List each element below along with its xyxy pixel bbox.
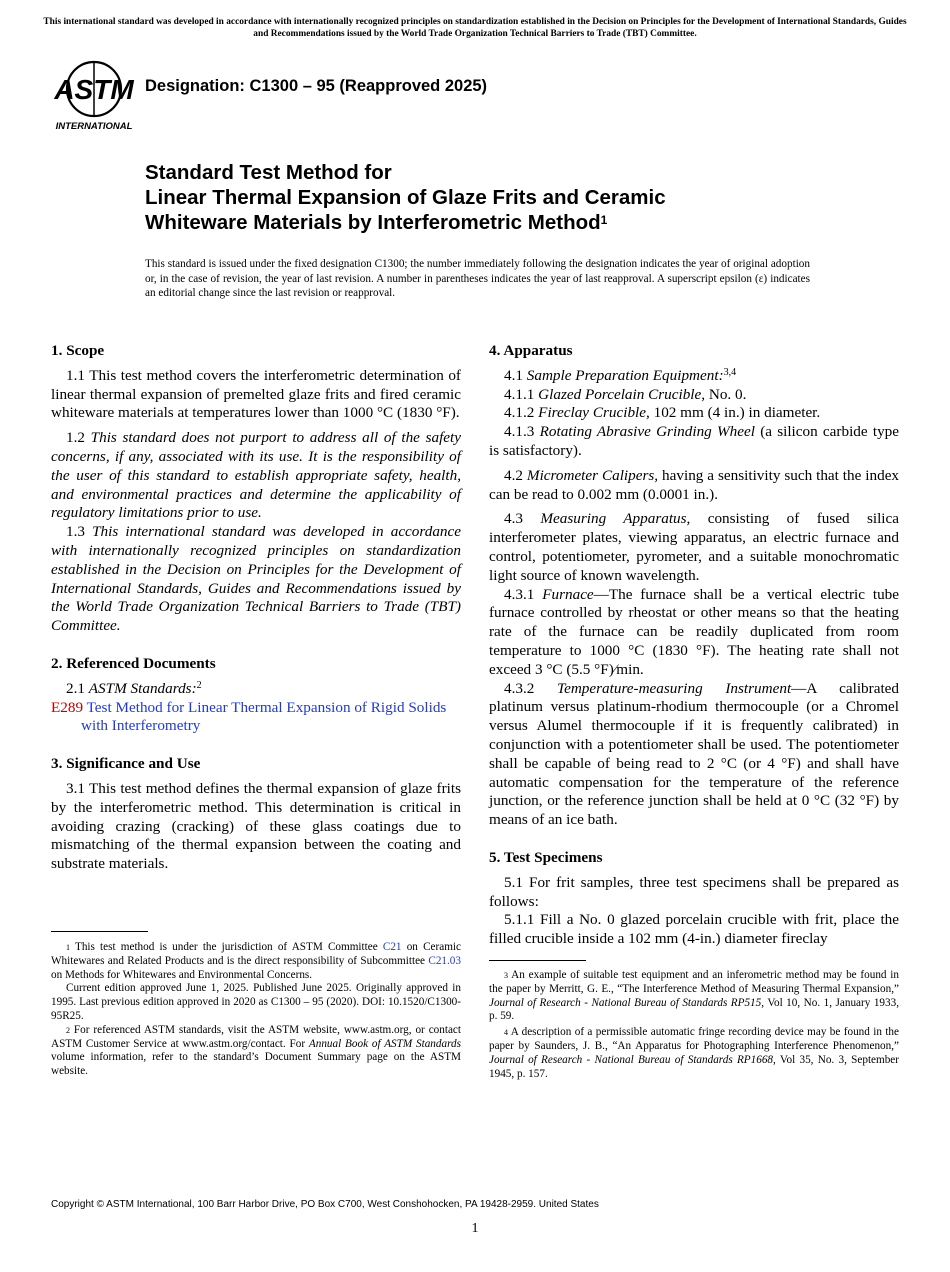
footnote-3-mark: 3 (504, 971, 508, 980)
footnote-1-text-a: This test method is under the jurisdiction of ASTM Committee (74, 941, 383, 953)
apparatus-4-1-3-num: 4.1.3 (504, 423, 535, 441)
apparatus-4-3-2 (489, 680, 899, 830)
specimens-5-1: 5.1 For frit samples, three test specimens shall be prepared as follows: (489, 873, 899, 910)
scope-1-3 (51, 523, 461, 636)
committee-link[interactable]: C21 (382, 941, 402, 953)
apparatus-4-1-1-label: Glazed Porcelain Crucible, (538, 385, 706, 403)
left-column (51, 342, 461, 874)
scope-1-3-num: 1.3 (66, 523, 85, 541)
apparatus-4-1-2 (489, 404, 899, 423)
apparatus-4-1-2-label: Fireclay Crucible, (538, 404, 650, 422)
significance-3-1: 3.1 This test method defines the thermal expansion of glaze frits by the interferometric method. This determination is critical in avoiding crazing (cracking) of these glass coatings due to mismatching of the thermal expansion between the coating and substrate materials. (51, 779, 461, 873)
footnote-4-text-b: Vol 35, No. 3, September 1945, p. 157. (489, 1053, 899, 1080)
title-line-3 (145, 210, 865, 235)
footnote-3-text-a: An example of suitable test equipment and an inferometric method may be found in the paper by Merritt, G. E., “The Interference Method of Measuring Thermal Expansion,” (489, 969, 899, 995)
footnote-rule-right (489, 960, 586, 961)
apparatus-4-1-3 (489, 423, 899, 461)
specimens-5-1-1: 5.1.1 Fill a No. 0 glazed porcelain crucible with frit, place the filled crucible inside a 102 mm (4-in.) diameter fireclay (489, 911, 899, 948)
footnote-3-em: Journal of Research - National Bureau of Standards RP515, (489, 996, 765, 1009)
section-scope-heading: 1. Scope (51, 342, 105, 359)
footnote-1-mark: 1 (66, 943, 70, 952)
footnote-3 (489, 969, 899, 1024)
right-column (489, 342, 899, 949)
apparatus-4-2 (489, 467, 899, 505)
footnotes-right (489, 969, 899, 1081)
apparatus-4-1-2-text: 102 mm (4 in.) in diameter. (653, 404, 821, 422)
apparatus-4-3-1-num: 4.3.1 (504, 585, 535, 603)
document-title (145, 160, 865, 235)
refdocs-2-1 (51, 680, 461, 699)
footnote-2-mark: 2 (66, 1025, 70, 1035)
footnote-rule-left (51, 931, 148, 932)
refdocs-2-1-text: ASTM Standards: (88, 679, 197, 697)
apparatus-4-1-3-text: (a silicon carbide type is satisfactory). (489, 423, 899, 459)
section-refdocs-heading: 2. Referenced Documents (51, 654, 216, 672)
footnotes-left (51, 941, 461, 1079)
footnote-2-em: Annual Book of ASTM Standards (308, 1037, 461, 1050)
scope-1-2 (51, 429, 461, 523)
apparatus-4-3-1-label: Furnace (542, 585, 594, 603)
copyright: Copyright © ASTM International, 100 Barr Harbor Drive, PO Box C700, West Conshohocken, PA 19428-2959. United States (51, 1199, 599, 1210)
footnote-2-text-a: For referenced ASTM standards, visit the ASTM website, www.astm.org, or contact ASTM Customer Service at www.astm.org/contact. For (51, 1023, 461, 1050)
scope-1-1: 1.1 This test method covers the interferometric determination of linear thermal expansion of premelted glaze frits and fired ceramic whiteware materials at temperatures lower than 1000 °C (1830 °F). (51, 366, 461, 422)
footnote-4-mark: 4 (504, 1028, 508, 1038)
scope-1-2-num: 1.2 (66, 429, 85, 447)
title-line-3-text: Whiteware Materials by Interferometric Method (145, 211, 601, 234)
section-specimens-heading: 5. Test Specimens (489, 848, 603, 866)
footnote-2-text-b: volume information, refer to the standard’s Document Summary page on the ASTM website. (51, 1051, 461, 1078)
footnote-4-em: Journal of Research - National Bureau of Standards RP1668, (489, 1053, 776, 1066)
refdocs-footnote-mark: 2 (196, 679, 202, 691)
footnote-4 (489, 1026, 899, 1081)
apparatus-4-3-text: consisting of fused silica interferometer plates, viewing apparatus, an electric furnace and control, potentiometer, pyrometer, and a suitable monochromatic light source of known wavelength. (489, 510, 900, 584)
apparatus-4-1-label: Sample Preparation Equipment: (526, 366, 724, 384)
apparatus-4-3-1-text: —The furnace shall be a vertical electric tube furnace controlled by rheostat or other means so that the heating rate of the furnace can be readily duplicated from room temperature to 1000 °C (1830 °F). The heating rate shall not exceed 3 °C (5.5 °F)⁄min. (489, 585, 899, 678)
apparatus-4-1-1 (489, 386, 899, 405)
apparatus-4-3-2-label: Temperature-measuring Instrument (557, 679, 792, 697)
designation: Designation: C1300 – 95 (Reapproved 2025) (145, 77, 488, 95)
section-apparatus-heading: 4. Apparatus (489, 342, 573, 359)
title-footnote-mark: 1 (600, 213, 608, 227)
footnote-4-text-a: A description of a permissible automatic fringe recording device may be found in the paper by Saunders, J. B., “An Apparatus for Photographing Interference Phenomenon,” (489, 1026, 899, 1052)
footnote-1-text-c: on Methods for Whitewares and Environmental Concerns. (51, 968, 313, 981)
tbt-banner: This international standard was developed in accordance with internationally recognized principles on standardization established in the Decision on Principles for the Development of International Standards, Guides and Recommendations issued by the World Trade Organization Technical Barriers to Trade (TBT) Committee. (43, 17, 907, 39)
reference-code[interactable]: E289 (51, 698, 84, 716)
apparatus-4-1-1-num: 4.1.1 (504, 385, 535, 403)
astm-logo-subtitle: INTERNATIONAL (55, 121, 133, 132)
apparatus-4-1-1-text: No. 0. (708, 385, 747, 403)
refdocs-2-1-num: 2.1 (66, 679, 85, 697)
apparatus-4-3-label: Measuring Apparatus, (540, 510, 691, 528)
apparatus-4-2-num: 4.2 (504, 466, 523, 484)
apparatus-footnote-marks: 3,4 (723, 366, 737, 378)
astm-logo-letters: ASTM (54, 74, 134, 105)
apparatus-4-3-2-text: —A calibrated platinum versus platinum-rhodium thermocouple (or a Chromel versus Alumel thermocouple if it is frequently calibrated) in conjunction with a potentiometer shall be used. The potentiometer shall be capable of being read to 2 °C (or 4 °F) and shall have automatic compensation for the temperature of the reference junction, or the reference junction shall be held at 0 °C (32 °F) by means of an ice bath. (489, 679, 900, 829)
astm-logo-graphic (52, 56, 136, 132)
scope-1-3-text: This international standard was developed in accordance with internationally recognized principles on standardization established in the Decision on Principles for the Development of International Standards, Guides and Recommendations issued by the World Trade Organization Technical Barriers to Trade (TBT) Committee. (51, 523, 462, 635)
apparatus-4-3-2-num: 4.3.2 (504, 679, 535, 697)
issuance-notice: This standard is issued under the fixed designation C1300; the number immediately following the designation indicates the year of original adoption or, in the case of revision, the year of last revision. A number in parentheses indicates the year of last reapproval. A superscript epsilon (ε) indicates an editorial change since the last revision or reapproval. (145, 258, 810, 299)
footnote-3-text-b: Vol 10, No. 1, January 1933, p. 59. (489, 996, 899, 1023)
apparatus-4-3-num: 4.3 (504, 510, 523, 528)
edition-note: Current edition approved June 1, 2025. Published June 2025. Originally approved in 1995. Last previous edition approved in 2020 as C1300 – 95 (2020). DOI: 10.1520/C1300-95R25. (51, 982, 461, 1022)
apparatus-4-1-3-label: Rotating Abrasive Grinding Wheel (539, 423, 755, 441)
footnote-1-text-b: on Ceramic Whitewares and Related Products and is the direct responsibility of Subcommittee (51, 941, 461, 967)
apparatus-4-1-num: 4.1 (504, 366, 523, 384)
section-significance-heading: 3. Significance and Use (51, 755, 201, 773)
apparatus-4-1 (489, 367, 899, 386)
apparatus-4-2-text: having a sensitivity such that the index can be read to 0.002 mm (0.0001 in.). (489, 466, 900, 503)
title-line-1: Standard Test Method for (145, 161, 392, 184)
footnote-1 (51, 941, 461, 982)
footnote-2 (51, 1024, 461, 1079)
apparatus-4-3-1 (489, 586, 899, 680)
subcommittee-link[interactable]: C21.03 (428, 954, 461, 967)
astm-logo-icon (52, 56, 136, 132)
scope-1-2-text: This standard does not purport to address all of the safety concerns, if any, associated with its use. It is the responsibility of the user of this standard to establish appropriate safety, health, and environmental practices and determine the applicability of regulatory limitations prior to use. (51, 429, 462, 522)
reference-link[interactable]: Test Method for Linear Thermal Expansion of Rigid Solids with Interferometry (81, 698, 447, 735)
title-line-2: Linear Thermal Expansion of Glaze Frits and Ceramic (145, 186, 666, 209)
apparatus-4-1-2-num: 4.1.2 (504, 404, 535, 422)
apparatus-4-3 (489, 510, 899, 585)
page-number: 1 (471, 1221, 479, 1236)
apparatus-4-2-label: Micrometer Calipers, (526, 466, 659, 484)
reference-e289[interactable] (51, 699, 461, 737)
